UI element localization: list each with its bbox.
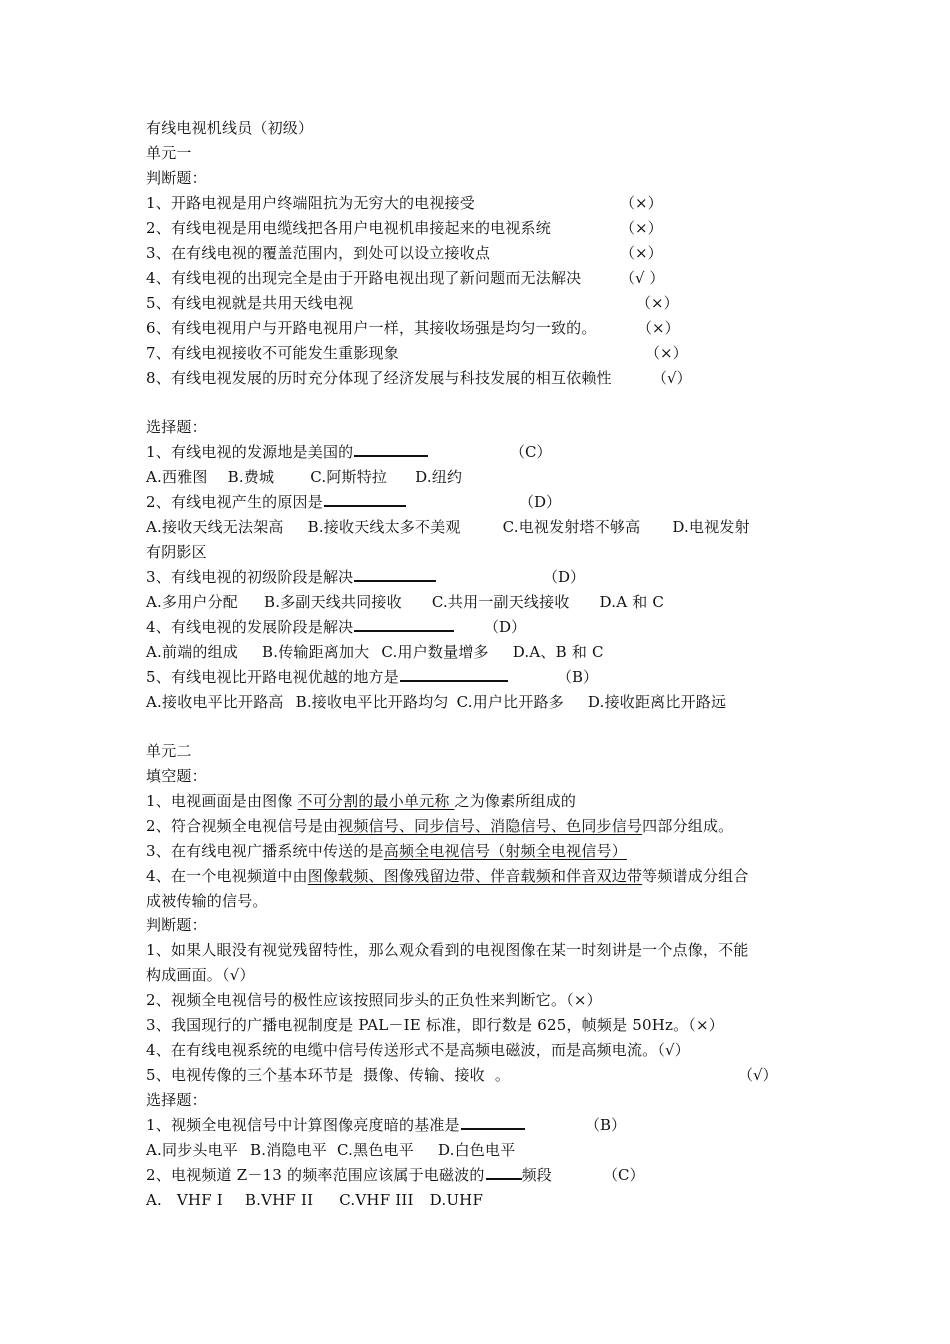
u1-choice-q3: 3、有线电视的初级阶段是解决 (146, 565, 436, 589)
u2-judge-q1: 1、如果人眼没有视觉残留特性，那么观众看到的电视图像在某一时刻讲是一个点像，不能 (146, 941, 749, 959)
u2-fill-q1: 1、电视画面是由图像 不可分割的最小单元称 之为像素所组成的 (146, 792, 577, 810)
u1-choice-q5: 5、有线电视比开路电视优越的地方是 (146, 665, 508, 689)
u1-choice-opts3: A.多用户分配 B.多副天线共同接收 C.共用一副天线接收 D.A 和 C (146, 593, 665, 611)
unit2-judge-heading: 判断题： (146, 916, 207, 934)
u1-choice-a1: （C） (510, 443, 552, 461)
u1-judge-q6: 6、有线电视用户与开路电视用户一样，其接收场强是均匀一致的。 (146, 319, 597, 337)
u2-fill-q4: 4、在一个电视频道中由图像载频、图像残留边带、伴音载频和伴音双边带等频谱成分组合 (146, 867, 749, 885)
answer-blank (324, 491, 406, 507)
u1-judge-a8: （√） (652, 369, 692, 387)
u1-choice-a4: （D） (484, 618, 527, 636)
u1-choice-q4: 4、有线电视的发展阶段是解决 (146, 615, 454, 639)
u2-choice-opts1: A.同步头电平 B.消隐电平 C.黑色电平 D.白色电平 (146, 1141, 516, 1159)
u1-choice-a2: （D） (519, 493, 562, 511)
u2-fill-q2: 2、符合视频全电视信号是由视频信号、同步信号、消隐信号、色同步信号四部分组成。 (146, 817, 734, 835)
u2-choice-q2: 2、电视频道 Z－13 的频率范围应该属于电磁波的 频段 (146, 1166, 552, 1184)
answer-blank (486, 1164, 522, 1180)
u1-judge-a1: （×） (620, 194, 663, 212)
u1-choice-a5: （B） (557, 668, 599, 686)
u1-judge-q7: 7、有线电视接收不可能发生重影现象 (146, 344, 399, 362)
u2-fill-q4-wrap: 成被传输的信号。 (146, 892, 268, 910)
u2-judge-q1-wrap: 构成画面。（√） (146, 966, 255, 984)
u1-judge-q8: 8、有线电视发展的历时充分体现了经济发展与科技发展的相互依赖性 (146, 369, 612, 387)
u2-choice-opts2: A. VHF I B.VHF II C.VHF III D.UHF (146, 1191, 484, 1209)
u1-judge-a5: （×） (636, 294, 679, 312)
u1-judge-q5: 5、有线电视就是共用天线电视 (146, 294, 354, 312)
u1-judge-a2: （×） (620, 219, 663, 237)
answer-blank (354, 441, 428, 457)
unit2-heading: 单元二 (146, 742, 192, 760)
u2-judge-a5: （√） (738, 1066, 778, 1084)
u2-choice-a1: （B） (585, 1116, 627, 1134)
u1-judge-q3: 3、在有线电视的覆盖范围内，到处可以设立接收点 (146, 244, 491, 262)
u1-choice-opts4: A.前端的组成 B.传输距离加大 C.用户数量增多 D.A、B 和 C (146, 643, 604, 661)
answer-blank (354, 566, 436, 582)
u2-judge-q5: 5、电视传像的三个基本环节是 摄像、传输、接收 。 (146, 1066, 511, 1084)
u2-judge-q2: 2、视频全电视信号的极性应该按照同步头的正负性来判断它。（×） (146, 991, 602, 1009)
unit2-choice-heading: 选择题： (146, 1091, 207, 1109)
u1-judge-a3: （×） (620, 244, 663, 262)
u1-choice-q2: 2、有线电视产生的原因是 (146, 490, 406, 514)
u2-judge-q4: 4、在有线电视系统的电缆中信号传送形式不是高频电磁波，而是高频电流。（√） (146, 1041, 691, 1059)
u1-judge-q1: 1、开路电视是用户终端阻抗为无穷大的电视接受 (146, 194, 475, 212)
unit1-heading: 单元一 (146, 144, 192, 162)
u2-judge-q3: 3、我国现行的广播电视制度是 PAL－IE 标准，即行数是 625，帧频是 50Hz。（×） (146, 1016, 724, 1034)
u1-judge-q4: 4、有线电视的出现完全是由于开路电视出现了新问题而无法解决 (146, 269, 582, 287)
answer-blank (400, 666, 508, 682)
answer-blank (354, 616, 454, 632)
unit1-choice-heading: 选择题： (146, 418, 207, 436)
u1-choice-q1: 1、有线电视的发源地是美国的 (146, 440, 428, 464)
u1-judge-a4: （√ ） (620, 269, 665, 287)
u1-judge-q2: 2、有线电视是用电缆线把各用户电视机串接起来的电视系统 (146, 219, 551, 237)
u2-choice-a2: （C） (603, 1166, 645, 1184)
u2-fill-q3: 3、在有线电视广播系统中传送的是高频全电视信号（射频全电视信号） (146, 842, 627, 860)
u1-choice-a3: （D） (543, 568, 586, 586)
u1-choice-opts5: A.接收电平比开路高 B.接收电平比开路均匀 C.用户比开路多 D.接收距离比开路远 (146, 693, 727, 711)
u1-choice-opts1: A.西雅图 B.费城 C.阿斯特拉 D.纽约 (146, 468, 463, 486)
u2-choice-q1: 1、视频全电视信号中计算图像亮度暗的基准是 (146, 1113, 525, 1137)
u1-judge-a7: （×） (645, 344, 688, 362)
u1-judge-a6: （×） (637, 319, 680, 337)
unit1-judge-heading: 判断题： (146, 169, 207, 187)
answer-blank (461, 1114, 525, 1130)
u1-choice-opts2-wrap: 有阴影区 (146, 543, 207, 561)
u1-choice-opts2: A.接收天线无法架高 B.接收天线太多不美观 C.电视发射塔不够高 D.电视发射 (146, 518, 750, 536)
unit2-fill-heading: 填空题： (146, 767, 207, 785)
document-title: 有线电视机线员（初级） (146, 119, 314, 137)
